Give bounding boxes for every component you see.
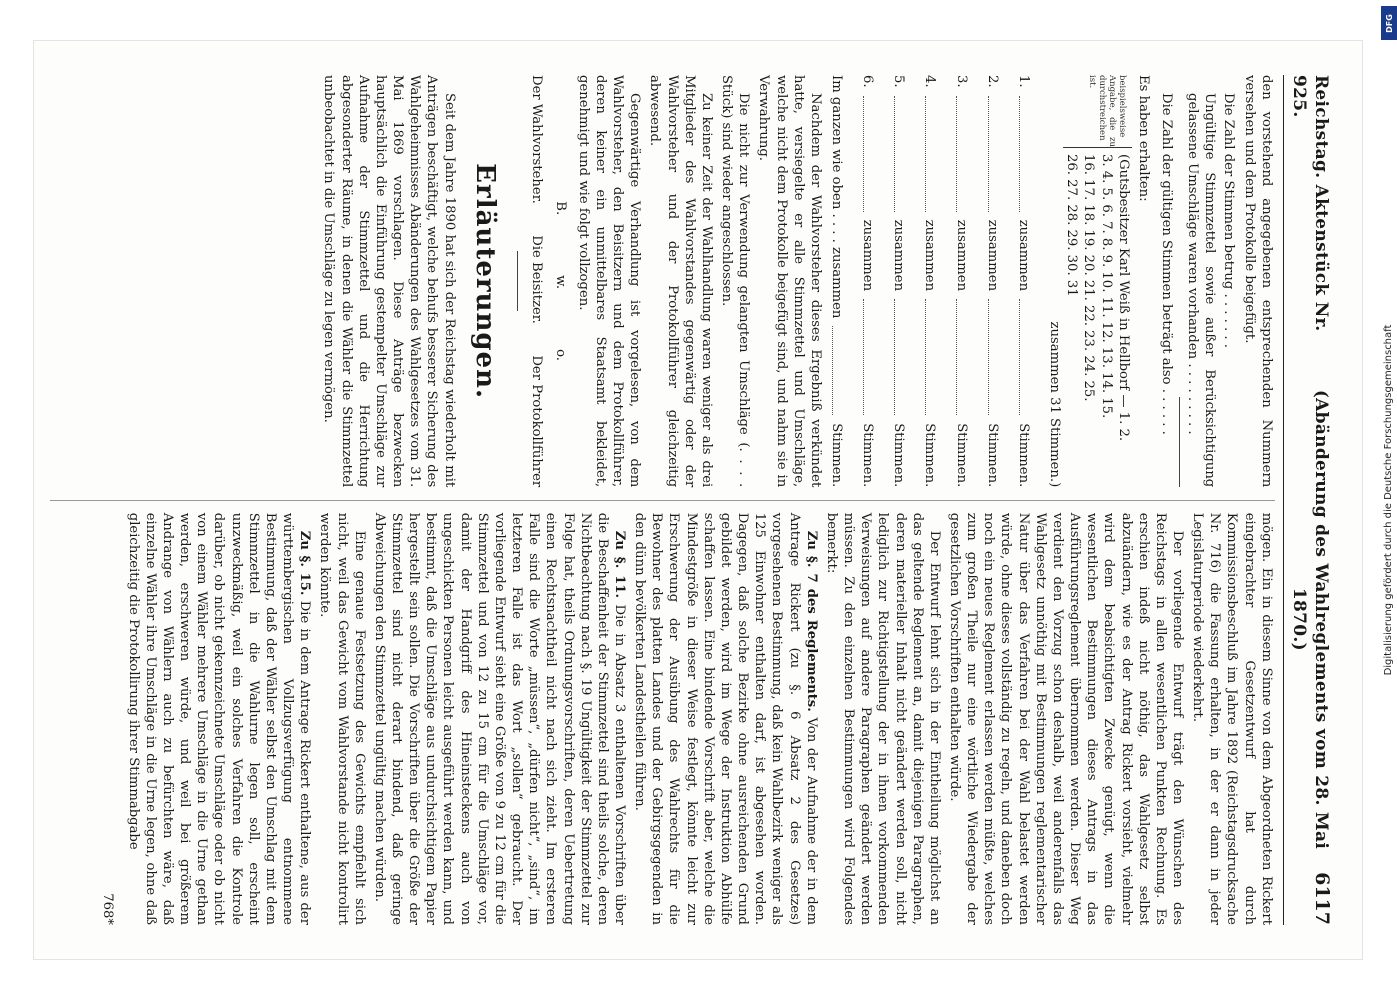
list-item: 4. zusammen Stimmen. — [922, 75, 938, 488]
count-row: Die Zahl der gültigen Stimmen beträgt also . . . . . . — [1159, 93, 1175, 435]
vote-results — [1046, 75, 1152, 487]
header-title: (Abänderung des Wahlreglements vom 28. Mai 1870.) — [1288, 389, 1331, 850]
column-divider — [50, 500, 1275, 501]
intro-text: den vorstehend angegebenen entsprechenden Nummern versehen und dem Protokolle beigefügt. — [1241, 75, 1274, 488]
list-item: 3. zusammen Stimmen. — [953, 75, 969, 488]
vote-line: (Gutsbesitzer Karl Weiß in Hellborf — 1. 2. — [1115, 154, 1131, 442]
vote-line: 3. 4. 5. 6. 7. 8. 9. 10. 11. 12. 13. 14. 15. — [1098, 154, 1114, 419]
vote-line: 26. 27. 28. 29. 30. 31 — [1064, 154, 1080, 297]
list-item: 6. zusammen Stimmen. — [860, 75, 876, 488]
paragraph: Zu keiner Zeit der Wahlhandlung waren weniger als drei Mitglieder des Wahlvorstandes gegenwärtig oder der Wahlvorsteher und der Protokollführer gleichzeitig abwesend. — [647, 75, 714, 488]
paragraph: Seit dem Jahre 1890 hat sich der Reichstag wiederholt mit Anträgen beschäftigt, welche behufs besserer Sicherung des Wahlgeheimnisses Abänderungen des Wahlgesetzes vom 31. Mai 1869 vorschlagen. Diese Anträge bezwecken hauptsächlich die Einführung gestempelter Umschläge zur Aufnahme der Stimmzettel und die Herrichtung abgesonderter Räume, in denen die Wähler die Stimmzettel unbeobachtet in die Umschläge zu legen vermögen. — [321, 75, 457, 488]
section-title: Zu §. 11. — [612, 530, 628, 599]
divider — [517, 251, 518, 311]
count-row: Ungültige Stimmzettel sowie außer Berücksichtigung gelassene Umschläge waren vorhanden . . . . . . . . . — [1185, 93, 1218, 488]
divider — [1179, 397, 1180, 487]
vote-total: zusammen 31 Stimmen.) — [1047, 321, 1063, 488]
left-column — [50, 75, 1275, 487]
section-heading: Erläuterungen. — [470, 163, 501, 400]
list-item: 1. zusammen Stimmen. — [1015, 75, 1031, 488]
total-row: Im ganzen wie oben . . . . zusammen Stimmen. — [829, 75, 844, 488]
paragraph: Der Entwurf lehnt sich in der Eintheilung möglichst an das geltende Reglement an, damit diejenigen Paragraphen, deren materieller Inhalt nicht geändert werden soll, nicht lediglich zur Richtigstellung der in ihnen vorkommenden Verweisungen auf andere Paragraphen geändert werden müssen. Zu den einzelnen Bestimmungen wird Folgendes bemerkt: — [823, 512, 942, 925]
signature-roles: Der Wahlvorsteher. Die Beisitzer. Der Protokollführer — [529, 75, 545, 488]
candidate-list — [828, 75, 1032, 487]
side-note: beispielsweise Angabe, die zu durchstreichen ist. — [1087, 75, 1127, 147]
list-item: 5. zusammen Stimmen. — [891, 75, 907, 488]
paragraph: Die nicht zur Verwendung gelangten Umschläge (. . . . Stück) sind wieder angeschlossen. — [719, 75, 752, 488]
digitization-notice: Digitalisierung gefördert durch die Deutsche Forschungsgemeinschaft — [1383, 324, 1394, 676]
paragraph: Nachdem der Wahlvorsteher dieses Ergebniß verkündet hatte, versiegelte er alle Stimmzettel und Umschläge, welche nicht dem Protokolle beigefügt sind, und nahm sie in Verwahrung. — [756, 75, 823, 488]
list-item: 2. zusammen Stimmen. — [984, 75, 1000, 488]
vote-line: 16. 17. 18. 19. 20. 21. 22. 23. 24. 25. — [1081, 154, 1097, 402]
section-paragraph: Zu §. 7 des Reglements. Von der Aufnahme der in dem Antrage Rickert (zu §. 6 Absatz 2 des Gesetzes) vorgesehenen Bestimmung, daß kein Wahlbezirk weniger als 125 Einwohner enthalten darf, ist abgesehen worden. Dagegen, daß solche Bezirke ohne ausreichenden Grund gebildet werden, wird im Wege der Instruktion Abhülfe schaffen lassen. Eine bindende Vorschrift aber, welche die Mindestgröße in dieser Weise festlegt, könnte leicht zur Erschwerung der Ausübung des Wahlrechts für die Bewohner des platten Landes und der Gebirgsgegenden in den dünn bevölkerten Landestheilen führen. — [632, 512, 819, 925]
dfg-logo: DFG — [1381, 6, 1397, 40]
paragraph: mögen. Ein in diesem Sinne von dem Abgeordneten Rickert eingebrachter Gesetzentwurf hat durch Kommissionsbeschluß im Jahre 1892 (Reichstagsdrucksache Nr. 716) die Fassung erhalten, in der er dann in jeder Legislaturperiode wiederkehrt. — [1190, 512, 1274, 925]
running-header — [1283, 75, 1334, 925]
received-label: Es haben erhalten: — [1135, 75, 1151, 202]
signature-mark: 768* — [100, 893, 116, 925]
section-title: Zu §. 7 des Reglements. — [803, 530, 819, 712]
section-paragraph: Zu §. 11. Die in Absatz 3 enthaltenen Vorschriften über die Beschaffenheit der Stimmzettel sind theils solche, deren Nichtbeachtung nach §. 19 Ungültigkeit der Stimmzettel zur Folge hat, theils Ordnungsvorschriften, deren Uebertretung einen Rechtsnachtheil nicht nach sich zieht. Im ersteren Falle sind die Worte „müssen“, „dürfen nicht“, „sind“, im letzteren Falle ist das Wort „sollen“ gebraucht. Der vorliegende Entwurf sieht eine Größe von 9 zu 12 cm für die Stimmzettel und von 12 zu 15 cm für die Umschläge vor, damit der Handgriff des Hineinsteckens auch von ungeschickten Personen leicht ausgeführt werden kann, und bestimmt, daß die Umschläge aus undurchsichtigem Papier hergestellt sein sollen. Die Vorschriften über die Größe der Stimmzettel sind nicht derart bindend, daß geringe Abweichungen den Stimmzettel ungültig machen würden. — [371, 512, 628, 925]
paragraph: Der vorliegende Entwurf trägt den Wünschen des Reichstags in allen wesentlichen Punkten Rechnung. Es erschien indeß nicht nöthig, das Wahlgesetz selbst abzuändern, wie es der Antrag Rickert vorsieht, vielmehr wird dem beabsichtigten Zwecke genügt, wenn die wesentlichen Bestimmungen dieses Antrags in das Ausführungsreglement übernommen werden. Dieser Weg verdient den Vorzug schon deshalb, weil anderenfalls das Wahlgesetz unnöthig mit Bestimmungen reglementarischer Natur über das Verfahren bei der Wahl belastet werden würde, ohne dieses vollständig zu regeln, und daneben doch noch ein neues Reglement erlassen werden müßte, welches zum großen Theile nur eine wörtliche Wiedergabe der gesetzlichen Vorschriften enthalten würde. — [947, 512, 1186, 925]
section-paragraph: Zu §. 15. Die in dem Antrage Rickert enthaltene, aus der württembergischen Vollzugsverfügung entnommene Bestimmung, daß der Wähler selbst den Umschlag mit dem Stimmzettel in die Wahlurne legen soll, erscheint unzweckmäßig, weil ein solches Verfahren die Kontrole darüber, ob nicht gekennzeichnete Umschläge oder ob nicht von einem Wähler mehrere Umschläge in die Urne gethan werden, erschweren würde, und weil bei größerem Andrange von Wählern auch zu befürchten wäre, daß einzelne Wähler ihre Umschläge in die Urne legen, ohne daß gleichzeitig die Protokollirung ihrer Stimmabgabe — [125, 512, 313, 926]
header-left: Reichstag. Aktenstück Nr. 925. — [1288, 75, 1331, 332]
paragraph: Eine genaue Festsetzung des Gewichts empfiehlt sich nicht, weil das Gewicht vom Wahlvorstande nicht kontrolirt werden könnte. — [317, 512, 367, 925]
document-page — [33, 40, 1363, 960]
paragraph: Gegenwärtige Verhandlung ist vorgelesen, von dem Wahlvorsteher, den Beisitzern und dem Protokollführer, deren keiner ein unmittelbares Staatsamt bekleidet, genehmigt und wie folgt vollzogen. — [575, 75, 643, 488]
count-row: Die Zahl der Stimmen betrug . . . . . . . — [1221, 93, 1237, 348]
page-number: 6117 — [1311, 872, 1333, 925]
signature-letters: B. w. o. — [552, 201, 568, 361]
section-title: Zu §. 15. — [297, 530, 313, 596]
right-column — [50, 513, 1275, 925]
